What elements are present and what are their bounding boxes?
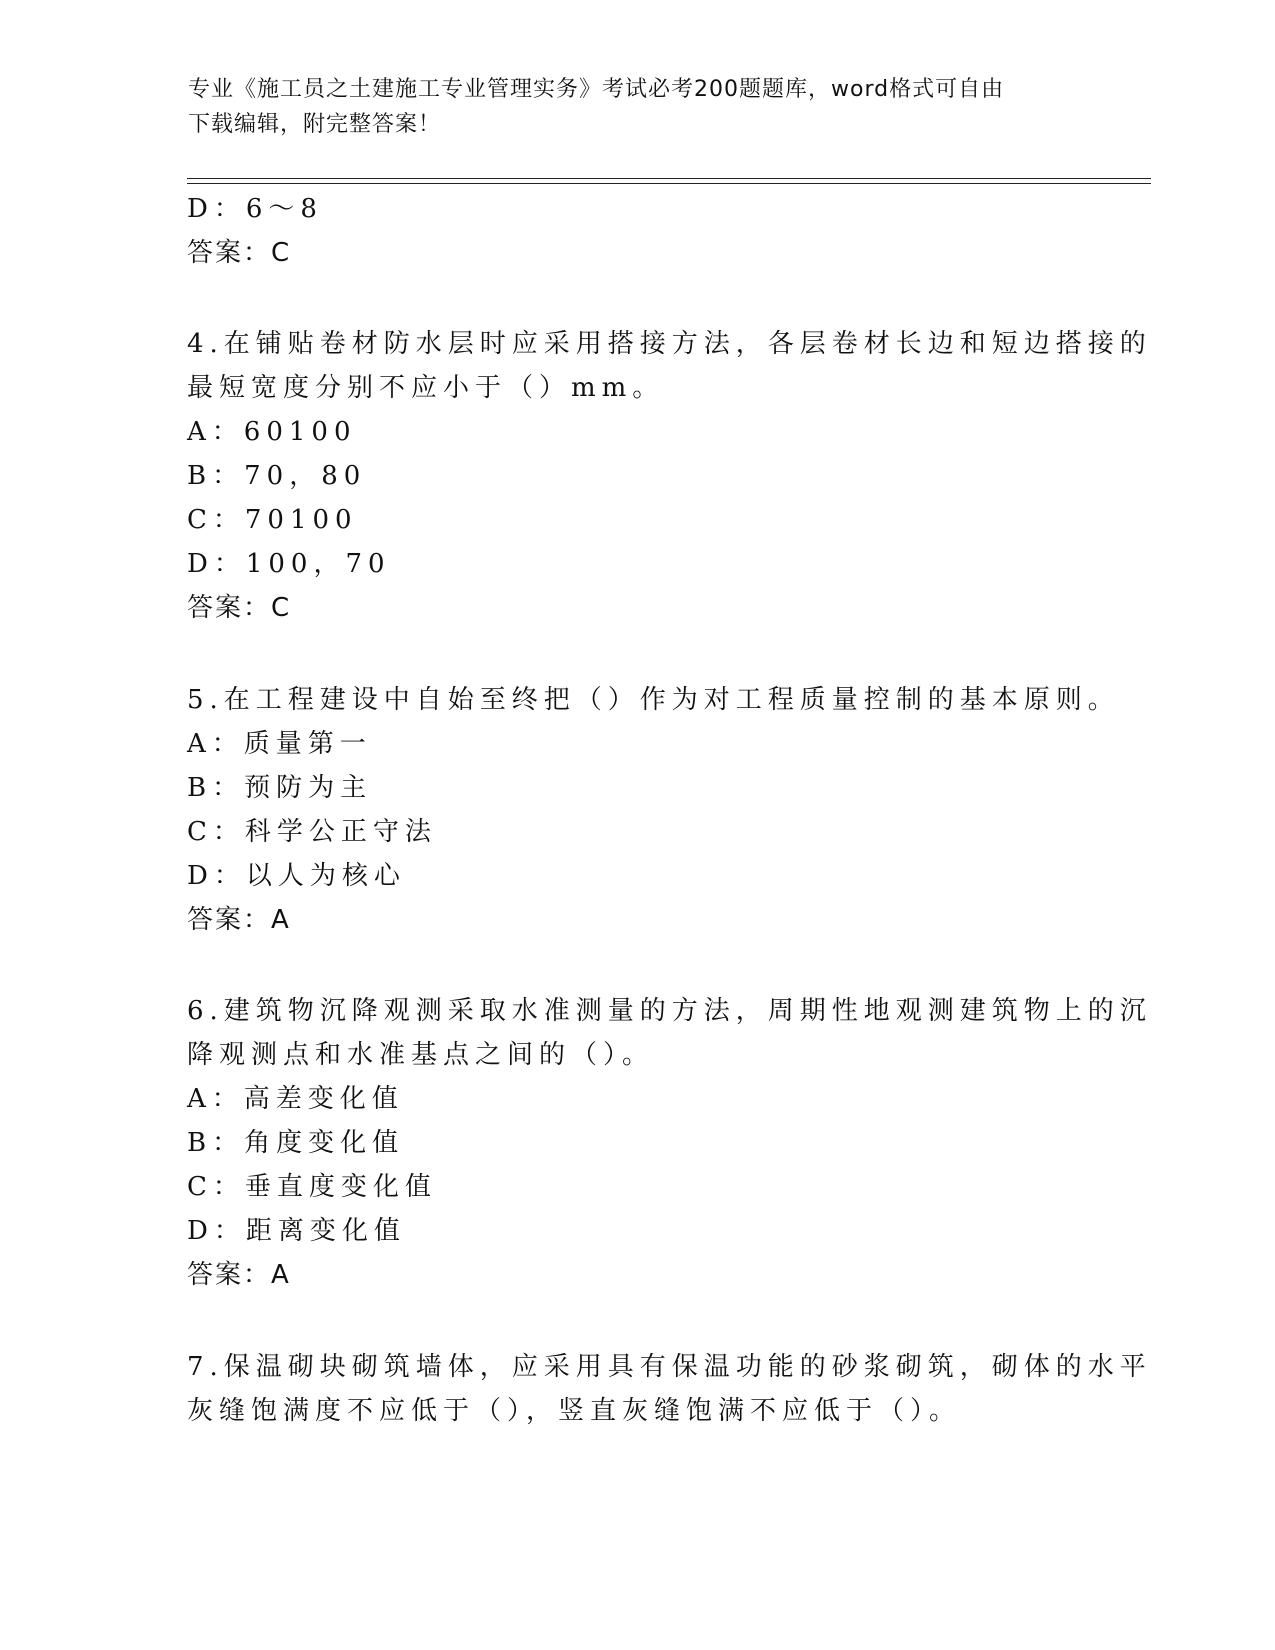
q6-option-c: C：垂直度变化值 [187, 1172, 437, 1202]
q7-stem-line-2: 灰缝饱满度不应低于（），竖直灰缝饱满不应低于（）。 [187, 1396, 962, 1426]
header-line-1: 专业《施工员之土建施工专业管理实务》考试必考200题题库，word格式可自由 [188, 77, 1005, 102]
q4-answer: 答案：C [187, 593, 292, 623]
q4-option-d: D：100，70 [187, 549, 391, 579]
q4-stem-line-1: 4.在铺贴卷材防水层时应采用搭接方法，各层卷材长边和短边搭接的 [187, 329, 1152, 359]
q6-option-a: A：高差变化值 [187, 1084, 404, 1114]
q6-stem-line-2: 降观测点和水准基点之间的（）。 [187, 1040, 655, 1070]
q6-stem-line-1: 6.建筑物沉降观测采取水准测量的方法，周期性地观测建筑物上的沉 [187, 996, 1152, 1026]
q5-option-d: D：以人为核心 [187, 861, 406, 891]
document-header [188, 72, 1068, 142]
q5-answer: 答案：A [187, 905, 291, 935]
q4-stem-line-2: 最短宽度分别不应小于（）mm。 [187, 373, 665, 403]
q5-option-c: C：科学公正守法 [187, 817, 437, 847]
header-divider-bottom [187, 183, 1151, 184]
q3-option-d: D：6～8 [187, 194, 323, 224]
q4-option-a: A：60100 [187, 417, 357, 447]
q5-stem-line-1: 5.在工程建设中自始至终把（）作为对工程质量控制的基本原则。 [187, 685, 1120, 715]
q7-stem-line-1: 7.保温砌块砌筑墙体，应采用具有保温功能的砂浆砌筑，砌体的水平 [187, 1352, 1152, 1382]
header-line-2: 下载编辑，附完整答案！ [188, 112, 442, 137]
q6-option-d: D：距离变化值 [187, 1216, 406, 1246]
q5-option-b: B：预防为主 [187, 773, 373, 803]
q4-option-b: B：70，80 [187, 461, 367, 491]
q3-answer: 答案：C [187, 238, 292, 268]
q5-option-a: A：质量第一 [187, 729, 372, 759]
q6-option-b: B：角度变化值 [187, 1128, 405, 1158]
q6-answer: 答案：A [187, 1260, 291, 1290]
q4-option-c: C：70100 [187, 505, 358, 535]
header-divider-top [187, 178, 1151, 179]
